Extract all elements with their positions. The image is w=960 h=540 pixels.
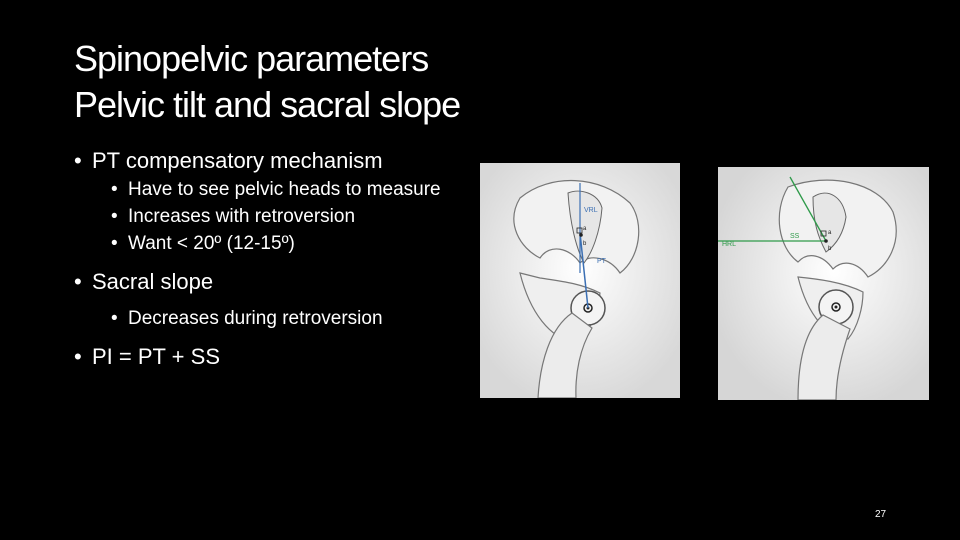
point-a-label-right: a bbox=[828, 230, 832, 236]
point-b-label: b bbox=[583, 241, 587, 247]
point-a-label: a bbox=[583, 226, 587, 232]
bullet-pt-mechanism: • PT compensatory mechanism bbox=[74, 146, 474, 176]
pt-label: PT bbox=[597, 258, 606, 265]
page-number: 27 bbox=[875, 509, 887, 520]
bullet-pi-formula: • PI = PT + SS bbox=[74, 342, 474, 372]
pelvic-tilt-figure bbox=[480, 163, 680, 398]
sub-bullet-pelvic-heads: • Have to see pelvic heads to measure bbox=[74, 176, 474, 203]
sub-bullet-decreases: • Decreases during retroversion bbox=[74, 305, 474, 332]
hrl-label: HRL bbox=[722, 241, 737, 248]
ss-label: SS bbox=[790, 233, 800, 240]
bullet-list bbox=[74, 146, 474, 372]
title-line-2: Pelvic tilt and sacral slope bbox=[74, 84, 461, 125]
pelvic-tilt-illustration bbox=[480, 163, 680, 398]
sub-bullet-want: • Want < 20º (12-15º) bbox=[74, 230, 474, 257]
vrl-label: VRL bbox=[584, 207, 598, 214]
slide-title bbox=[74, 36, 460, 128]
bullet-sacral-slope: • Sacral slope bbox=[74, 267, 474, 297]
sacral-slope-illustration bbox=[718, 167, 929, 400]
point-b-label-right: b bbox=[828, 246, 832, 252]
sacral-slope-figure bbox=[718, 167, 929, 400]
title-line-1: Spinopelvic parameters bbox=[74, 38, 429, 79]
sub-bullet-retroversion: • Increases with retroversion bbox=[74, 203, 474, 230]
